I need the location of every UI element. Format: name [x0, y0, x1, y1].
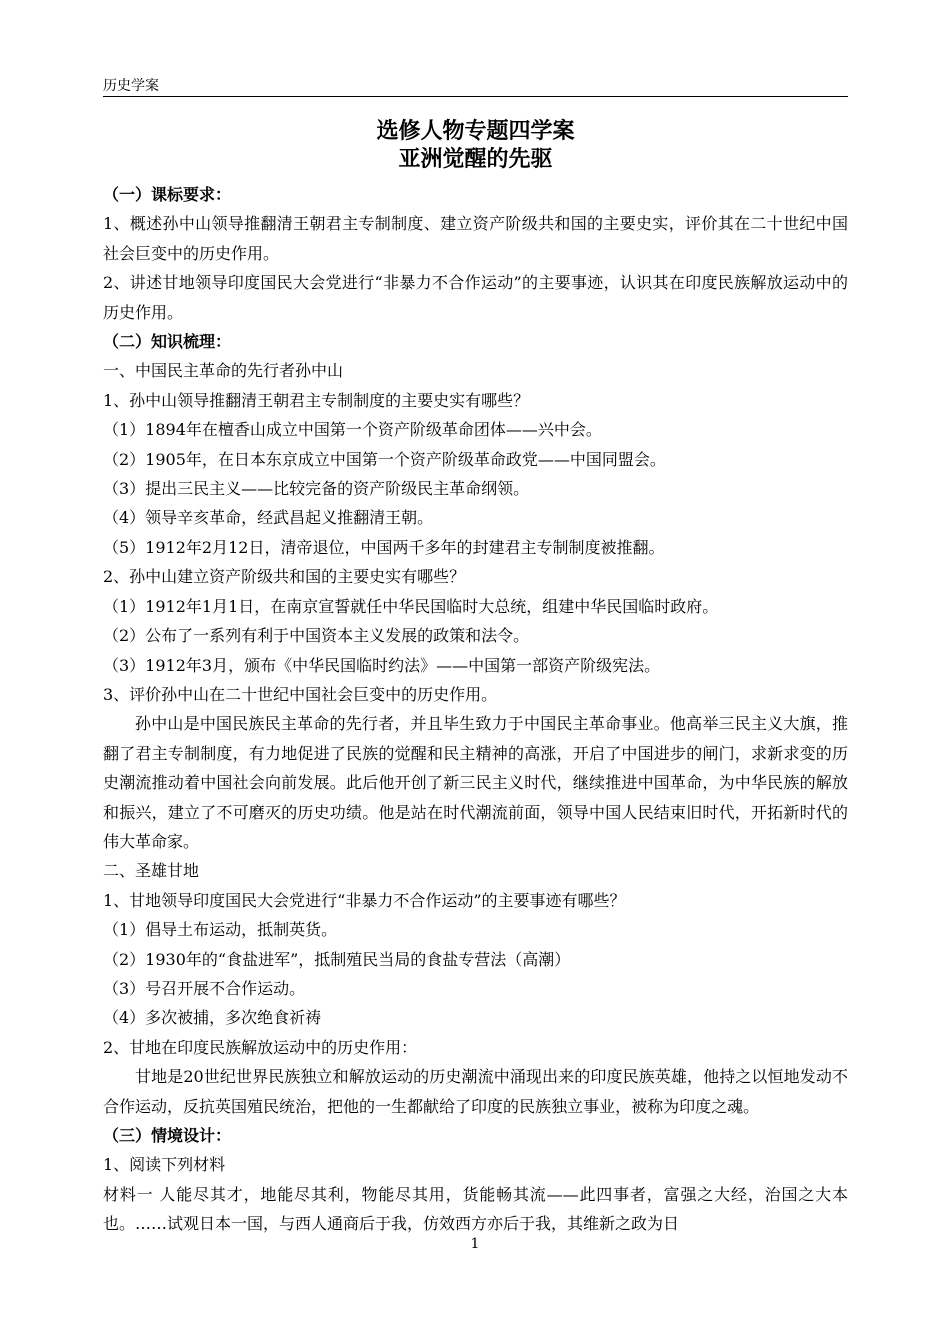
question: 1、甘地领导印度国民大会党进行“非暴力不合作运动”的主要事迹有哪些？ [103, 890, 626, 910]
list-item: （5）1912年2月12日，清帝退位，中国两千多年的封建君主专制制度被推翻。 [103, 537, 665, 557]
list-item: （2）1930年的“食盐进军”，抵制殖民当局的食盐专营法（高潮） [103, 949, 571, 969]
section-heading-scenario: （三）情境设计： [103, 1126, 232, 1145]
list-item: （2）公布了一系列有利于中国资本主义发展的政策和法令。 [103, 626, 530, 646]
key-term: 印度之魂 [679, 1096, 744, 1116]
question: 2、甘地在印度民族解放运动中的历史作用： [103, 1037, 418, 1057]
list-item: （1）倡导土布运动，抵制英货。 [103, 920, 338, 940]
list-item: （2）1905年，在日本东京成立中国第一个资产阶级革命政党——中国同盟会。 [103, 449, 666, 469]
answer-text: 事业，被称为 [583, 1096, 680, 1116]
key-term: 英国 [215, 1096, 248, 1116]
answer-text: 殖民统治，把他的一生都献给了印度的 [247, 1096, 520, 1116]
document-body [103, 180, 848, 1239]
answer-text: 甘地是20世纪世界民族独立和解放运动的历史潮流中涌现出来的印度民族英雄，他持之以恒地发动 [135, 1067, 832, 1087]
page-header: 历史学案 [103, 76, 848, 97]
list-item: （1）1912年1月1日，在南京宣誓就任中华民国临时大总统，组建中华民国临时政府。 [103, 596, 719, 616]
key-term: 民族独立 [519, 1096, 584, 1116]
material-text: 材料一 人能尽其才，地能尽其利，物能尽其用，货能畅其流——此四事者，富强之大经，治国之大本也。……试观日本一国，与西人通商后于我，仿效西方亦后于我，其维新之政为日 [103, 1184, 848, 1234]
list-item: （4）领导辛亥革命，经武昌起义推翻清王朝。 [103, 508, 434, 528]
key-term: 不合作运动 [103, 1067, 848, 1116]
answer-paragraph: 孙中山是中国民族民主革命的先行者，并且毕生致力于中国民主革命事业。他高举三民主义大旗，推翻了君主专制制度，有力地促进了民族的觉醒和民主精神的高涨，开启了中国进步的闸门，求新求变的历史潮流推动着中国社会向前发展。此后他开创了新三民主义时代，继续推进中国革命，为中华民族的解放和振兴，建立了不可磨灭的历史功绩。他是站在时代潮流前面，领导中国人民结束旧时代，开拓新时代的伟大革命家。 [103, 714, 848, 851]
section-heading-standards: （一）课标要求： [103, 185, 232, 204]
part-heading: 二、圣雄甘地 [103, 861, 200, 881]
question: 2、孙中山建立资产阶级共和国的主要史实有哪些？ [103, 567, 466, 587]
standard-item: 1、概述孙中山领导推翻清王朝君主专制制度、建立资产阶级共和国的主要史实，评价其在二十世纪中国社会巨变中的历史作用。 [103, 214, 848, 263]
standard-item: 2、讲述甘地领导印度国民大会党进行“非暴力不合作运动”的主要事迹，认识其在印度民族解放运动中的历史作用。 [103, 273, 848, 322]
list-item: （1）1894年在檀香山成立中国第一个资产阶级革命团体——兴中会。 [103, 420, 602, 440]
list-item: （3）号召开展不合作运动。 [103, 978, 306, 998]
list-item: （3）提出三民主义——比较完备的资产阶级民主革命纲领。 [103, 479, 530, 499]
answer-text: 。 [743, 1096, 760, 1116]
question: 1、孙中山领导推翻清王朝君主专制制度的主要史实有哪些？ [103, 390, 530, 410]
answer-paragraph [103, 1062, 848, 1121]
answer-text: ，反抗 [167, 1096, 216, 1116]
document-title: 选修人物专题四学案 [376, 119, 575, 144]
question: 1、阅读下列材料 [103, 1155, 226, 1175]
list-item: （4）多次被捕，多次绝食祈祷 [103, 1008, 322, 1028]
list-item: （3）1912年3月，颁布《中华民国临时约法》——中国第一部资产阶级宪法。 [103, 655, 661, 675]
section-heading-knowledge: （二）知识梳理： [103, 332, 232, 352]
document-subtitle: 亚洲觉醒的先驱 [398, 147, 553, 172]
part-heading: 一、中国民主革命的先行者孙中山 [103, 361, 344, 381]
question: 3、评价孙中山在二十世纪中国社会巨变中的历史作用。 [103, 684, 498, 704]
page-number: 1 [470, 1236, 480, 1252]
